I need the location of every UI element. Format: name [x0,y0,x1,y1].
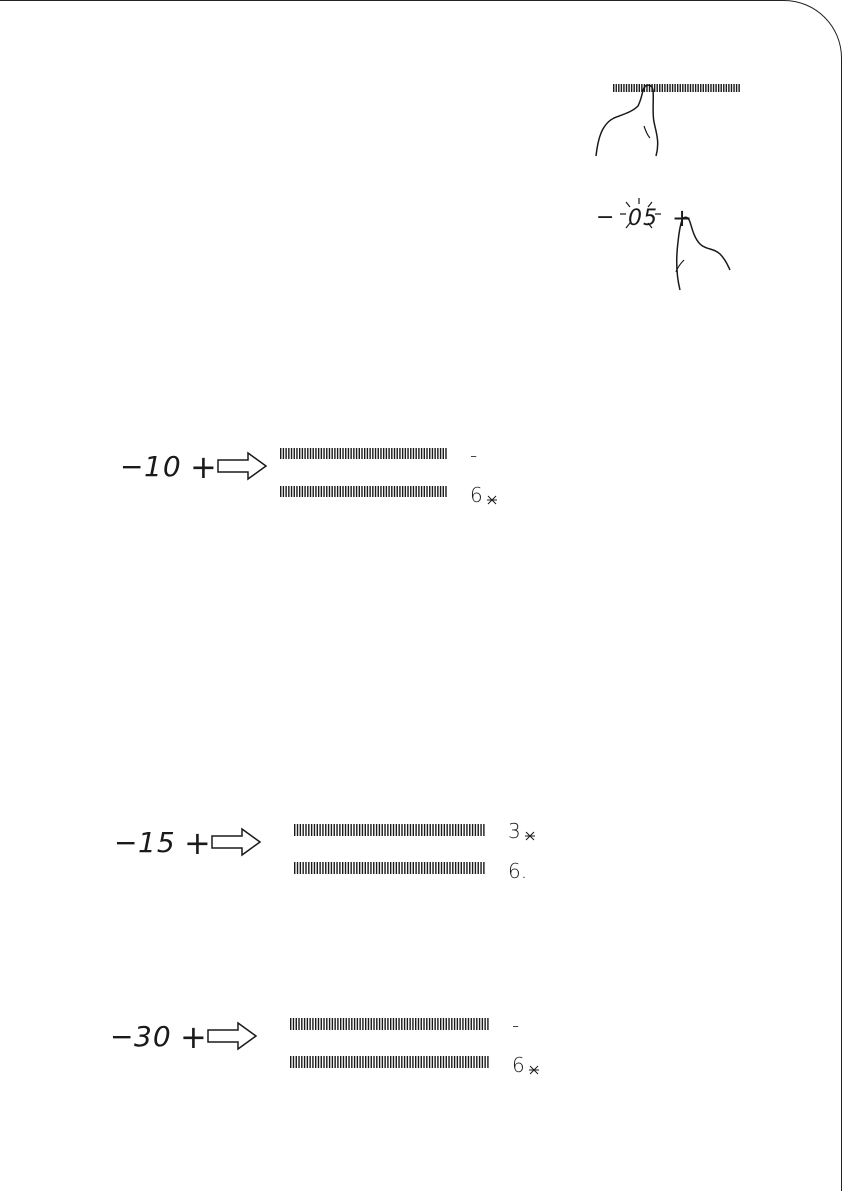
timer-value: 10 [144,450,182,483]
right-arrow-icon [212,829,260,855]
right-arrow-icon [218,453,266,479]
asterisk-timer-icon [525,832,535,840]
zone-top-indicator: - [512,1013,520,1037]
timer-value: 30 [134,1020,172,1053]
zone-bottom-indicator: 6 [512,1053,525,1077]
minus-symbol: − [110,1020,134,1053]
slider-touch-illustration [580,76,750,162]
minus-symbol: − [596,205,615,230]
timer-example-3 [110,1010,560,1090]
plus-symbol: + [190,448,217,486]
adjust-timer-illustration [596,196,736,292]
cooking-zone-slider-top [280,448,447,459]
cooking-zone-slider-bottom [280,486,447,497]
timer-example-2 [114,816,554,896]
zone-top-indicator: 3 [508,819,521,843]
zone-bottom-indicator: 6 [470,483,483,507]
plus-symbol: + [184,824,211,862]
minus-symbol: − [114,826,138,859]
plus-symbol: + [672,204,693,232]
asterisk-timer-icon [529,1066,539,1074]
right-arrow-icon [208,1023,256,1049]
cooking-zone-slider-bottom [294,862,485,874]
timer-display-value: 05 [628,206,658,231]
minus-symbol: − [120,450,144,483]
asterisk-timer-icon [487,496,497,504]
plus-symbol: + [180,1018,207,1056]
touch-slider-bar [613,84,740,92]
zone-top-indicator: - [470,443,478,467]
cooking-zone-slider-top [294,824,485,836]
hand-touch-icon [596,85,658,156]
timer-value: 15 [138,826,176,859]
timer-example-1 [120,440,500,520]
cooking-zone-slider-bottom [290,1056,489,1068]
cooking-zone-slider-top [290,1018,489,1030]
zone-bottom-indicator: 6. [508,859,528,883]
